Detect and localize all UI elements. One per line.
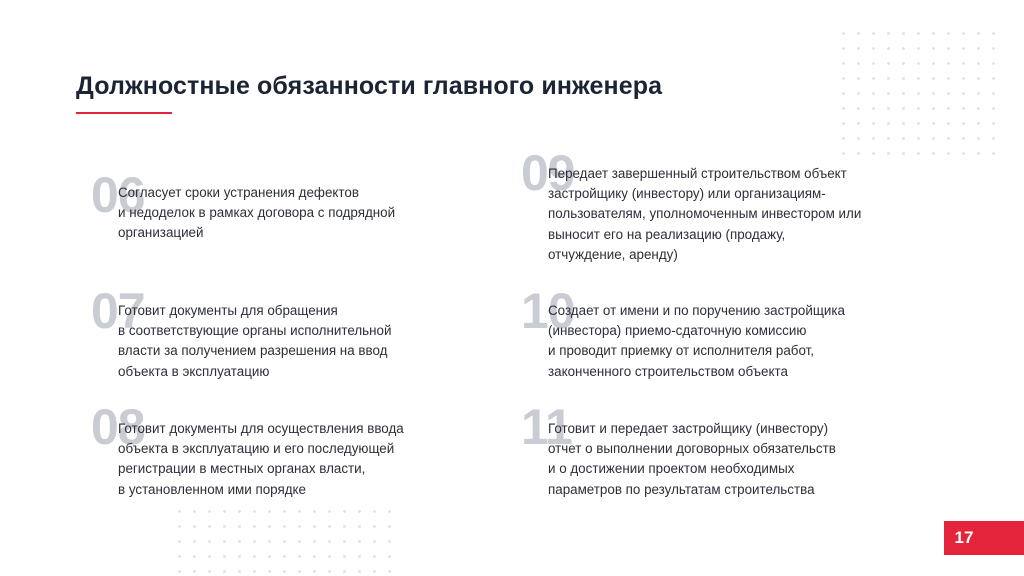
duty-text: Готовит документы для обращения в соответствующие органы исполнительной власти за получением разрешения на ввод объекта в эксплуатацию xyxy=(118,303,392,379)
duty-number: 09 xyxy=(521,145,575,201)
duty-text: Согласует сроки устранения дефектов и недоделок в рамках договора с подрядной организацией xyxy=(118,185,396,241)
duty-text: Готовит документы для осуществления ввода объекта в эксплуатацию и его последующей регистрации в местных органах власти, в установленном ими порядке xyxy=(118,421,404,497)
decorative-dot-grid-top xyxy=(836,26,996,158)
duty-text: Готовит и передает застройщику (инвестору) отчет о выполнении договорных обязательств и о достижении проектом необходимых параметров по результатам строительства xyxy=(548,421,836,497)
duty-number: 06 xyxy=(91,167,145,223)
slide-title: Должностные обязанности главного инженера xyxy=(76,72,663,100)
title-underline xyxy=(76,112,172,114)
duty-number: 08 xyxy=(91,399,145,455)
duty-text: Создает от имени и по поручению застройщика (инвестора) приемо-сдаточную комиссию и проводит приемку от исполнителя работ, законченного строительством объекта xyxy=(548,303,845,379)
decorative-dot-grid-bottom xyxy=(172,504,396,576)
page-number: 17 xyxy=(954,528,974,547)
duty-number: 11 xyxy=(521,399,572,455)
duty-text: Передает завершенный строительством объект застройщику (инвестору) или организациям- пользователям, уполномоченным инвестором или выносит его на реализацию (продажу, отчуждение, аренду) xyxy=(548,166,862,262)
page-number-badge xyxy=(944,521,1024,555)
duty-number: 07 xyxy=(91,283,145,339)
duty-number: 10 xyxy=(521,283,575,339)
